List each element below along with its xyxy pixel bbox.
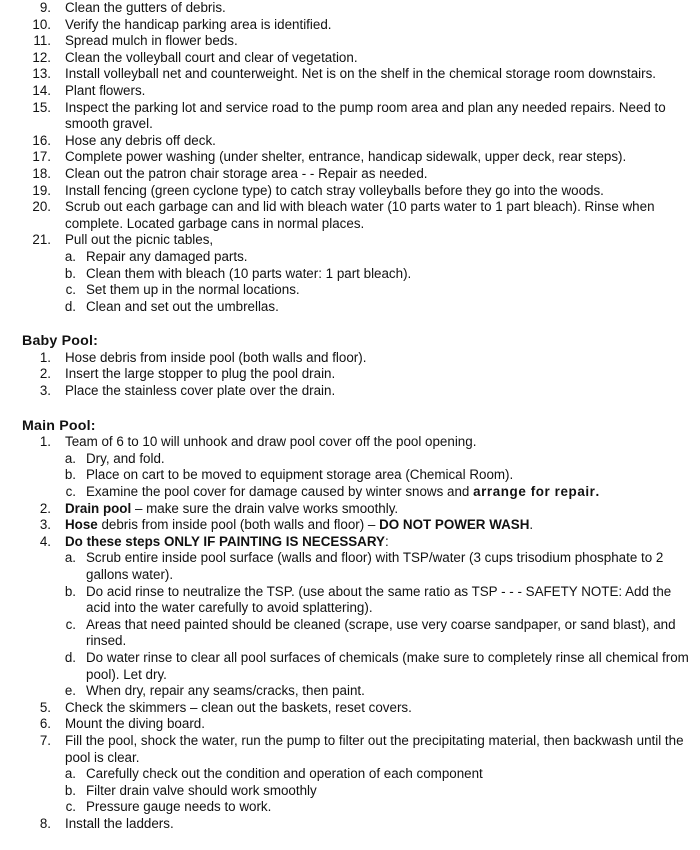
item-text: Mount the diving board.: [65, 716, 205, 732]
list-item: [0, 50, 700, 67]
item-number: 11.: [33, 33, 51, 49]
sub-letter: c.: [65, 484, 76, 500]
item-number: 3.: [39, 383, 51, 399]
list-item: [0, 716, 700, 733]
item-number: 4.: [39, 533, 51, 549]
list-item: [0, 517, 700, 534]
list-item: [0, 149, 700, 166]
item-number: 10.: [32, 16, 51, 32]
list-item: [0, 816, 700, 833]
item-text: Hose any debris off deck.: [65, 132, 216, 148]
list-item: [0, 434, 700, 451]
item-number: 16.: [32, 132, 51, 148]
item-number: 15.: [32, 99, 51, 115]
sub-letter: a.: [64, 450, 76, 466]
list-item: [0, 700, 700, 717]
item-number: 5.: [39, 699, 51, 715]
item-text: Inspect the parking lot and service road to the pump room area and plan any needed repairs. Need to smooth gravel.: [65, 99, 666, 132]
sub-item: [0, 617, 700, 650]
item-text: Clean the volleyball court and clear of vegetation.: [65, 49, 358, 65]
sub-letter: a.: [64, 766, 76, 782]
item-number: 19.: [32, 182, 51, 198]
sub-text: Carefully check out the condition and operation of each component: [86, 766, 483, 782]
item-number: 1.: [39, 349, 51, 365]
item-number: 18.: [32, 165, 51, 181]
list-item: [0, 66, 700, 83]
item-text: Install volleyball net and counterweight. Net is on the shelf in the chemical storage room downstairs.: [65, 66, 656, 82]
item-number: 3.: [39, 517, 51, 533]
baby-pool-list: [0, 350, 700, 400]
sub-text: Areas that need painted should be cleaned (scrape, use very coarse sandpaper, or sand blast), and rinsed.: [86, 616, 676, 649]
list-item: [0, 383, 700, 400]
list-item: [0, 199, 700, 232]
sub-item: [0, 249, 700, 266]
main-pool-list: [0, 434, 700, 832]
sub-item: [0, 550, 700, 583]
item-number: 12.: [32, 49, 51, 65]
sub-letter: b.: [64, 467, 76, 483]
sub-letter: e.: [64, 683, 76, 699]
sub-letter: a.: [64, 248, 76, 264]
warning-text: DO NOT POWER WASH: [379, 517, 530, 533]
top-list: [0, 0, 700, 315]
item-text-end: :: [384, 533, 389, 549]
list-item: [0, 33, 700, 50]
item-number: 8.: [39, 815, 51, 831]
item-number: 17.: [32, 149, 51, 165]
item-number: 9.: [39, 0, 51, 15]
sub-text: Set them up in the normal locations.: [86, 282, 300, 298]
sub-text: Repair any damaged parts.: [86, 248, 248, 264]
sub-text: Pressure gauge needs to work.: [86, 799, 272, 815]
item-text: Verify the handicap parking area is identified.: [65, 16, 332, 32]
sub-item: [0, 299, 700, 316]
item-number: 13.: [32, 66, 51, 82]
baby-pool-heading: Baby Pool:: [22, 333, 99, 350]
item-text: Install the ladders.: [65, 815, 174, 831]
item-text: Scrub out each garbage can and lid with bleach water (10 parts water to 1 part bleach). Rinse when complete. Located garbage cans in normal places.: [65, 199, 655, 231]
item-text: Hose debris from inside pool (both walls and floor).: [65, 349, 367, 365]
sub-item: [0, 266, 700, 283]
list-item: [0, 534, 700, 551]
item-number: 14.: [32, 82, 51, 98]
sub-text: Clean and set out the umbrellas.: [86, 298, 279, 314]
item-text: Plant flowers.: [65, 82, 146, 98]
sub-item: [0, 584, 700, 617]
sub-text: Clean them with bleach (10 parts water: 1 part bleach).: [86, 265, 412, 281]
item-text: Insert the large stopper to plug the pool drain.: [65, 366, 336, 382]
list-item: [0, 133, 700, 150]
sub-text: Examine the pool cover for damage caused by winter snows and: [86, 484, 474, 500]
sub-text: Scrub entire inside pool surface (walls and floor) with TSP/water (3 cups trisodium phosphate to 2 gallons water).: [86, 550, 664, 582]
item-number: 1.: [39, 434, 51, 450]
item-text: Clean the gutters of debris.: [65, 0, 226, 15]
item-number: 2.: [39, 366, 51, 382]
item-text: Team of 6 to 10 will unhook and draw pool cover off the pool opening.: [65, 434, 477, 450]
sub-letter: c.: [65, 799, 76, 815]
item-text: Fill the pool, shock the water, run the pump to filter out the precipitating material, then backwash until the pool is clear.: [65, 732, 684, 765]
item-text: Clean out the patron chair storage area - - Repair as needed.: [65, 165, 428, 181]
sub-letter: d.: [64, 649, 76, 665]
sub-letter: b.: [64, 583, 76, 599]
item-number: 6.: [39, 716, 51, 732]
sub-letter: b.: [64, 782, 76, 798]
list-item: [0, 0, 700, 17]
emphasis-text: Drain pool: [65, 500, 132, 516]
item-text: Place the stainless cover plate over the drain.: [65, 383, 336, 399]
sub-letter: a.: [64, 550, 76, 566]
item-number: 7.: [39, 732, 51, 748]
item-number: 20.: [32, 199, 51, 215]
sub-text: Filter drain valve should work smoothly: [86, 782, 317, 798]
sub-item: [0, 650, 700, 683]
item-text-end: .: [529, 517, 534, 533]
sub-text: Do acid rinse to neutralize the TSP. (use about the same ratio as TSP - - - SAFETY NOTE: Add the acid into the water carefully to avoid splattering).: [86, 583, 672, 616]
sub-letter: c.: [65, 282, 76, 298]
sub-letter: d.: [64, 298, 76, 314]
item-text: – make sure the drain valve works smoothly.: [131, 500, 399, 516]
sub-item: [0, 451, 700, 468]
sub-item: [0, 484, 700, 501]
sub-item: [0, 683, 700, 700]
item-text: Install fencing (green cyclone type) to catch stray volleyballs before they go into the woods.: [65, 182, 604, 198]
sub-item: [0, 799, 700, 816]
sub-item: [0, 467, 700, 484]
list-item: [0, 501, 700, 518]
item-number: 21.: [32, 232, 51, 248]
item-text: Complete power washing (under shelter, entrance, handicap sidewalk, upper deck, rear steps).: [65, 149, 627, 165]
emphasis-text: Do these steps ONLY IF PAINTING IS NECESSARY: [65, 533, 385, 549]
emphasis-text: Hose: [65, 517, 98, 533]
item-text: Check the skimmers – clean out the baskets, reset covers.: [65, 699, 412, 715]
item-text: debris from inside pool (both walls and floor) –: [97, 517, 380, 533]
sub-item: [0, 282, 700, 299]
sub-letter: b.: [64, 265, 76, 281]
sub-text: Dry, and fold.: [86, 450, 165, 466]
emphasis-text: arrange for repair: [473, 484, 596, 500]
sub-item: [0, 783, 700, 800]
item-text: Pull out the picnic tables,: [65, 232, 214, 248]
list-item: [0, 83, 700, 100]
list-item: [0, 166, 700, 183]
item-number: 2.: [39, 500, 51, 516]
list-item: [0, 733, 700, 766]
sub-letter: c.: [65, 616, 76, 632]
list-item: [0, 232, 700, 249]
sub-text: When dry, repair any seams/cracks, then paint.: [86, 683, 365, 699]
list-item: [0, 350, 700, 367]
list-item: [0, 17, 700, 34]
sub-item: [0, 766, 700, 783]
list-item: [0, 183, 700, 200]
sub-text-end: .: [595, 484, 600, 500]
item-text: Spread mulch in flower beds.: [65, 33, 238, 49]
sub-text: Do water rinse to clear all pool surfaces of chemicals (make sure to completely rinse all chemical from pool). Let dry.: [86, 649, 689, 682]
sub-text: Place on cart to be moved to equipment storage area (Chemical Room).: [86, 467, 514, 483]
list-item: [0, 100, 700, 133]
list-item: [0, 366, 700, 383]
main-pool-heading: Main Pool:: [22, 417, 96, 434]
